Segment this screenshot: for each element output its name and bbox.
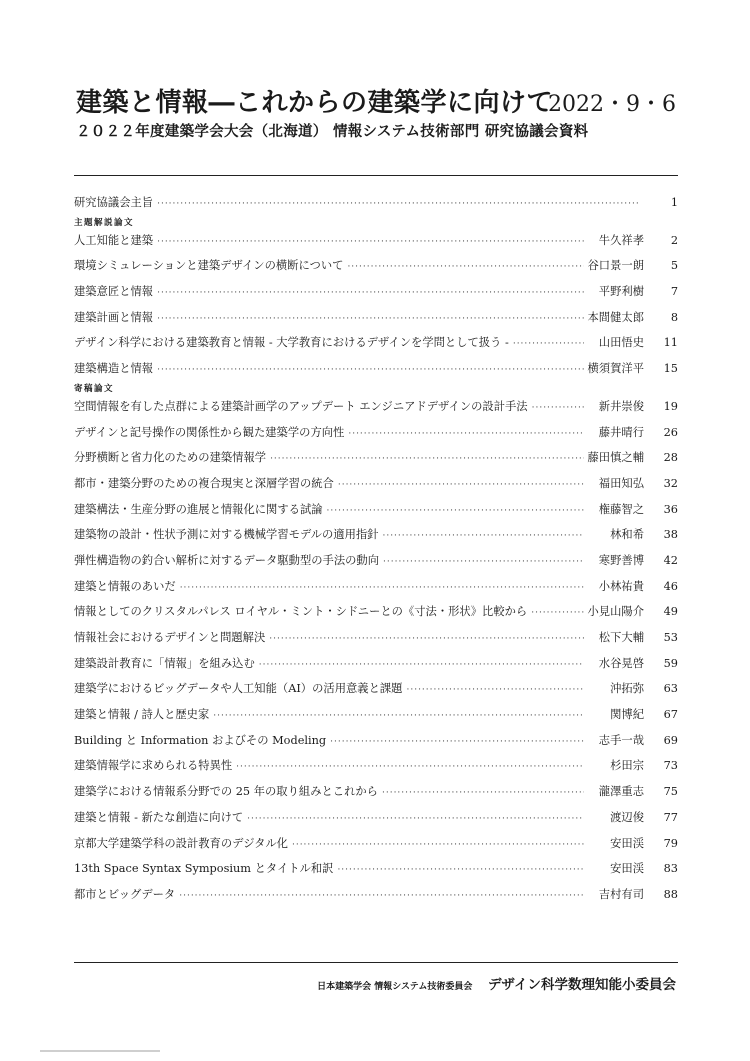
toc-entry-author: 志手一哉: [598, 733, 644, 747]
leader-dots: [270, 452, 583, 466]
leader-dots: [327, 504, 584, 518]
toc-entry-page: 63: [663, 682, 678, 696]
toc-entry-title: 建築と情報 - 新たな創造に向けて: [74, 810, 244, 824]
toc-entry-author: 小林祐貴: [598, 579, 644, 593]
document-date: 2022・9・6: [548, 92, 676, 117]
leader-dots: [247, 812, 584, 826]
toc-entry-author: 谷口景一朗: [587, 259, 644, 273]
toc-entry: [74, 757, 678, 775]
toc-entry-page: 8: [670, 310, 678, 324]
section-heading-theme: 主題解説論文: [74, 217, 135, 228]
toc-entry: [74, 283, 678, 301]
toc-entry-page: 77: [663, 810, 678, 824]
leader-dots: [236, 760, 584, 774]
toc-entry: [74, 886, 678, 904]
leader-dots: [157, 312, 583, 326]
toc-entry-title: 分野横断と省力化のための建築情報学: [74, 451, 267, 465]
toc-entry-page: 11: [663, 336, 678, 350]
toc-entry: [74, 655, 678, 673]
toc-entry-title: 建築情報学に求められる特異性: [74, 759, 233, 773]
toc-entry-author: 杉田宗: [610, 759, 644, 773]
scan-artifact: [40, 1050, 160, 1052]
leader-dots: [213, 709, 584, 723]
toc-entry-page: 15: [663, 362, 678, 376]
toc-entry-author: 水谷晃啓: [598, 656, 644, 670]
toc-entry-page: 83: [663, 862, 678, 876]
toc-entry: [74, 398, 678, 416]
publisher-credit: [317, 973, 676, 993]
toc-entry-title: 空間情報を有した点群による建築計画学のアップデート エンジニアドデザインの設計手法: [74, 399, 528, 413]
toc-entry: [74, 680, 678, 698]
leader-dots: [330, 735, 584, 749]
toc-entry: [74, 526, 678, 544]
toc-entry-title: 建築と情報 / 詩人と歴史家: [74, 708, 210, 722]
toc-entry-title: 建築学におけるビッグデータや人工知能（AI）の活用意義と課題: [74, 682, 403, 696]
toc-entry-title: 建築構造と情報: [74, 362, 154, 376]
toc-entry-title: デザイン科学における建築教育と情報 - 大学教育におけるデザインを学問として扱う -: [74, 336, 509, 350]
leader-dots: [157, 363, 583, 377]
leader-dots: [259, 658, 584, 672]
toc-entry-page: 5: [670, 259, 678, 273]
toc-entry-author: 本間健太郎: [587, 310, 644, 324]
toc-entry: [74, 257, 678, 275]
section-heading-contributions: 寄稿論文: [74, 383, 115, 394]
leader-dots: [157, 286, 584, 300]
leader-dots: [531, 606, 583, 620]
toc-entry: [74, 732, 678, 750]
toc-entry-author: 瀧澤重志: [598, 785, 644, 799]
section-theme-entries: [74, 232, 678, 378]
toc-entry-title: 都市・建築分野のための複合現実と深層学習の統合: [74, 476, 334, 490]
toc-entry: [74, 783, 678, 801]
toc-entry-page: 53: [663, 631, 678, 644]
toc-entry-title: デザインと記号操作の関係性から観た建築学の方向性: [74, 425, 345, 439]
toc-entry-title: 建築意匠と情報: [74, 285, 154, 299]
toc-entry-title: 情報としてのクリスタルパレス ロイヤル・ミント・シドニーとの《寸法・形状》比較から: [74, 605, 528, 619]
toc-entry-page: 1: [670, 196, 678, 209]
toc-entry-page: 75: [663, 785, 678, 799]
toc-entry: [74, 334, 678, 352]
toc-entry-title: Building と Information およびその Modeling: [74, 733, 327, 747]
leader-dots: [337, 863, 584, 877]
leader-dots: [532, 401, 584, 415]
toc-entry-author: 平野利樹: [598, 285, 644, 299]
toc-entry: [74, 603, 678, 621]
toc-entry-author: 福田知弘: [598, 476, 644, 490]
toc-entry-page: 32: [663, 476, 678, 490]
header-divider: [74, 175, 678, 176]
publisher-committee: デザイン科学数理知能小委員会: [487, 977, 676, 993]
section-contribution-entries: [74, 398, 678, 904]
toc-entry-author: 林和希: [610, 528, 644, 542]
toc-entry: [74, 835, 678, 853]
toc-entry-author: 松下大輔: [598, 631, 644, 644]
leader-dots: [383, 555, 584, 569]
leader-dots: [513, 337, 584, 351]
toc-entry-page: 46: [663, 579, 678, 593]
leader-dots: [179, 889, 584, 903]
toc-entry-page: 59: [663, 656, 678, 670]
toc-entry-author: 寒野善博: [598, 553, 644, 567]
document-subtitle: ２０２２年度建築学会大会（北海道） 情報システム技術部門 研究協議会資料: [76, 123, 589, 140]
footer-divider: [74, 962, 678, 963]
leader-dots: [347, 260, 583, 274]
leader-dots: [348, 427, 584, 441]
toc-entry-author: 吉村有司: [598, 887, 644, 901]
publisher-org: 日本建築学会 情報システム技術委員会: [317, 982, 473, 992]
toc-entry-title: 建築計画と情報: [74, 310, 154, 324]
toc-entry: [74, 449, 678, 467]
toc-entry-title: 13th Space Syntax Symposium とタイトル和訳: [74, 862, 334, 876]
leader-dots: [292, 838, 584, 852]
toc-entry-title: 建築学における情報系分野での 25 年の取り組みとこれから: [74, 785, 378, 799]
toc-entry: [74, 578, 678, 596]
toc-entry-page: 88: [663, 887, 678, 901]
table-of-contents: [74, 194, 678, 912]
toc-entry-title: 建築と情報のあいだ: [74, 579, 176, 593]
toc-entry-title: 環境シミュレーションと建築デザインの横断について: [74, 259, 344, 273]
toc-entry-author: 新井崇俊: [598, 399, 644, 413]
leader-dots: [406, 683, 584, 697]
toc-entry-title: 弾性構造物の釣合い解析に対するデータ駆動型の手法の動向: [74, 553, 380, 567]
leader-dots: [157, 235, 584, 249]
toc-entry-title: 京都大学建築学科の設計教育のデジタル化: [74, 836, 288, 850]
toc-entry-page: 36: [663, 502, 678, 516]
toc-entry-title: 建築構法・生産分野の進展と情報化に関する試論: [74, 502, 323, 516]
toc-entry: [74, 424, 678, 442]
toc-entry-title: 研究協議会主旨: [74, 196, 154, 209]
toc-entry-page: 79: [663, 836, 678, 850]
toc-entry-title: 都市とビッグデータ: [74, 887, 176, 901]
toc-entry: [74, 501, 678, 519]
leader-dots: [338, 478, 584, 492]
toc-entry: [74, 552, 678, 570]
toc-entry-page: 69: [663, 733, 678, 747]
toc-entry: [74, 309, 678, 327]
toc-entry-author: 関博紀: [610, 708, 644, 722]
toc-entry-page: 38: [663, 528, 678, 542]
toc-entry-title: 建築設計教育に「情報」を組み込む: [74, 656, 255, 670]
leader-dots: [382, 529, 584, 543]
toc-entry-page: 7: [670, 285, 678, 299]
document-title: 建築と情報―これからの建築学に向けて: [76, 88, 554, 118]
toc-entry-page: 26: [663, 425, 678, 439]
toc-entry-author: 藤田慎之輔: [587, 451, 644, 465]
toc-entry-author: 安田渓: [610, 836, 644, 850]
toc-entry-author: 沖拓弥: [610, 682, 644, 696]
toc-entry-page: 42: [663, 553, 678, 567]
toc-entry-author: 藤井晴行: [598, 425, 644, 439]
toc-entry-author: 横須賀洋平: [587, 362, 644, 376]
toc-entry-title: 建築物の設計・性状予測に対する機械学習モデルの適用指針: [74, 528, 379, 542]
toc-entry-author: 牛久祥孝: [598, 233, 644, 247]
toc-entry: [74, 360, 678, 378]
toc-entry-page: 28: [663, 451, 678, 465]
leader-dots: [157, 197, 640, 211]
toc-entry-page: 67: [663, 708, 678, 722]
toc-entry-author: 権藤智之: [598, 502, 644, 516]
toc-entry-author: 安田渓: [610, 862, 644, 876]
toc-entry-author: 渡辺俊: [610, 810, 644, 824]
toc-entry-title: 情報社会におけるデザインと問題解決: [74, 631, 266, 644]
toc-entry: [74, 232, 678, 250]
toc-entry-author: 小見山陽介: [587, 605, 644, 619]
toc-entry: [74, 860, 678, 878]
leader-dots: [269, 632, 584, 646]
toc-entry: [74, 475, 678, 493]
toc-entry: [74, 809, 678, 827]
toc-entry-page: 2: [670, 233, 678, 247]
leader-dots: [382, 786, 584, 800]
toc-entry-page: 73: [663, 759, 678, 773]
toc-entry-title: 人工知能と建築: [74, 233, 154, 247]
leader-dots: [180, 581, 584, 595]
toc-entry-author: 山田悟史: [598, 336, 644, 350]
toc-entry: [74, 706, 678, 724]
toc-entry-page: 19: [663, 399, 678, 413]
toc-entry-intro: [74, 194, 678, 212]
toc-entry-page: 49: [663, 605, 678, 619]
toc-entry: [74, 629, 678, 647]
